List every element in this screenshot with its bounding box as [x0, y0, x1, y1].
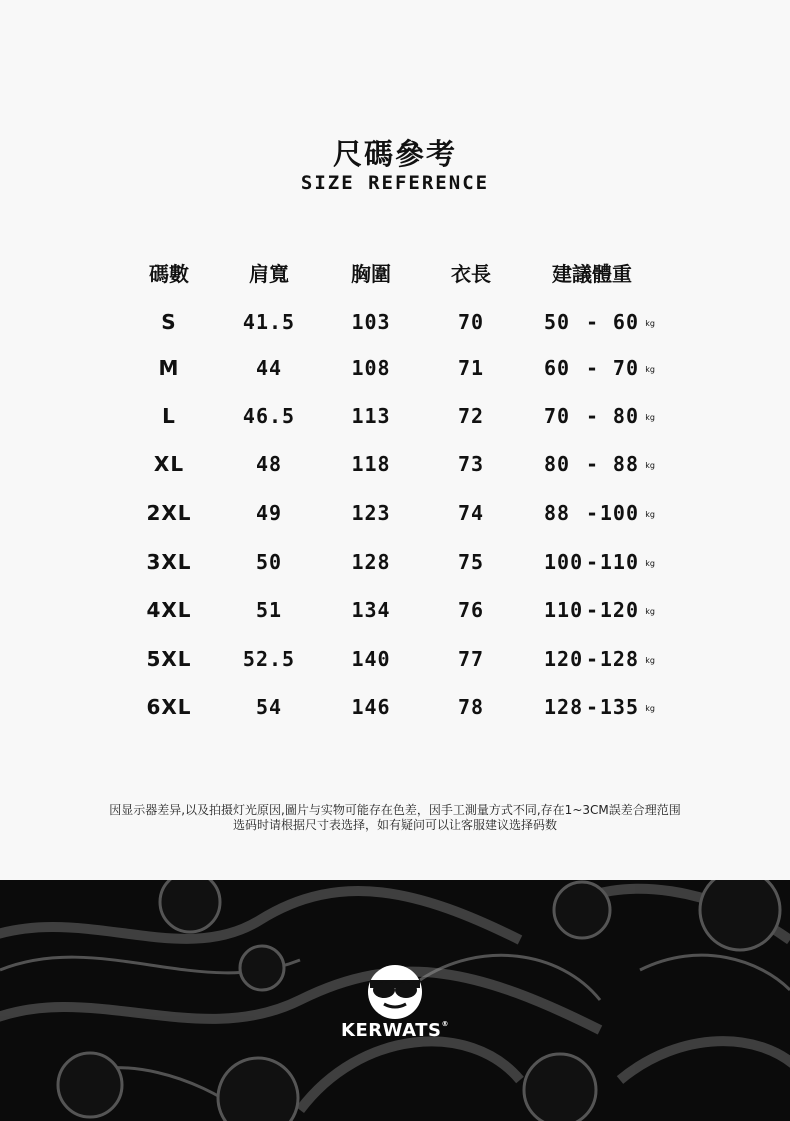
chest-cell: 134	[351, 598, 391, 622]
size-cell: XL	[153, 452, 185, 476]
chest-cell: 118	[351, 452, 391, 476]
weight-dash: -	[586, 452, 600, 476]
weight-min: 88	[544, 501, 571, 525]
table-row	[0, 404, 790, 434]
weight-dash: -	[586, 550, 600, 574]
weight-range-cell	[544, 647, 659, 677]
weight-range-cell	[544, 695, 659, 725]
table-row	[0, 695, 790, 725]
note-line-1: 因显示器差异,以及拍摄灯光原因,圖片与实物可能存在色差，因手工測量方式不同,存在1~3CM誤差合理范围	[109, 803, 681, 817]
shoulder-cell: 48	[255, 452, 283, 476]
weight-min: 60	[544, 356, 571, 380]
weight-range-cell	[544, 404, 659, 434]
size-cell: 4XL	[146, 598, 192, 622]
weight-max: 135	[599, 695, 639, 719]
table-row	[0, 550, 790, 580]
chest-cell: 103	[351, 310, 391, 334]
weight-unit: kg	[645, 704, 655, 713]
length-cell: 76	[457, 598, 485, 622]
weight-min: 100	[544, 550, 584, 574]
size-cell: 3XL	[146, 550, 192, 574]
length-cell: 70	[457, 310, 485, 334]
weight-dash: -	[586, 356, 600, 380]
length-cell: 77	[457, 647, 485, 671]
header-weight: 建議體重	[552, 262, 632, 286]
header-length: 衣長	[451, 262, 491, 286]
shoulder-cell: 46.5	[242, 404, 296, 428]
shoulder-cell: 41.5	[242, 310, 296, 334]
weight-range-cell	[544, 310, 659, 340]
weight-unit: kg	[645, 365, 655, 374]
weight-unit: kg	[645, 413, 655, 422]
weight-unit: kg	[645, 607, 655, 616]
weight-dash: -	[586, 310, 600, 334]
size-cell: M	[158, 356, 180, 380]
weight-max: 70	[612, 356, 639, 380]
brand-banner	[0, 880, 790, 1121]
weight-range-cell	[544, 356, 659, 386]
weight-max: 60	[612, 310, 639, 334]
table-row	[0, 598, 790, 628]
length-cell: 74	[457, 501, 485, 525]
weight-range-cell	[544, 598, 659, 628]
weight-dash: -	[586, 501, 600, 525]
shoulder-cell: 51	[255, 598, 283, 622]
shoulder-cell: 50	[255, 550, 283, 574]
weight-min: 70	[544, 404, 571, 428]
length-cell: 78	[457, 695, 485, 719]
weight-max: 80	[612, 404, 639, 428]
chest-cell: 128	[351, 550, 391, 574]
weight-max: 100	[599, 501, 639, 525]
shoulder-cell: 44	[255, 356, 283, 380]
page-title-en: SIZE REFERENCE	[300, 172, 490, 194]
chest-cell: 140	[351, 647, 391, 671]
chest-cell: 113	[351, 404, 391, 428]
weight-dash: -	[586, 598, 600, 622]
length-cell: 72	[457, 404, 485, 428]
weight-min: 128	[544, 695, 584, 719]
table-row	[0, 647, 790, 677]
brand-name: KERWATS®	[341, 1020, 449, 1041]
length-cell: 75	[457, 550, 485, 574]
header-chest: 胸圍	[351, 262, 391, 286]
weight-dash: -	[586, 647, 600, 671]
table-row	[0, 310, 790, 340]
page-title-cn: 尺碼參考	[332, 137, 457, 171]
chest-cell: 108	[351, 356, 391, 380]
weight-min: 80	[544, 452, 571, 476]
mascot-logo	[360, 960, 430, 1020]
shoulder-cell: 52.5	[242, 647, 296, 671]
weight-range-cell	[544, 550, 659, 580]
header-shoulder: 肩寬	[249, 262, 289, 286]
weight-max: 88	[612, 452, 639, 476]
table-row	[0, 452, 790, 482]
table-row	[0, 356, 790, 386]
size-cell: S	[161, 310, 177, 334]
length-cell: 73	[457, 452, 485, 476]
weight-min: 120	[544, 647, 584, 671]
chest-cell: 123	[351, 501, 391, 525]
weight-unit: kg	[645, 656, 655, 665]
weight-max: 120	[599, 598, 639, 622]
size-cell: L	[162, 404, 176, 428]
weight-dash: -	[586, 404, 600, 428]
disclaimer-note	[0, 803, 790, 833]
header-size: 碼數	[149, 262, 189, 286]
size-cell: 5XL	[146, 647, 192, 671]
weight-unit: kg	[645, 319, 655, 328]
weight-min: 50	[544, 310, 571, 334]
shoulder-cell: 54	[255, 695, 283, 719]
weight-unit: kg	[645, 559, 655, 568]
weight-unit: kg	[645, 461, 655, 470]
shoulder-cell: 49	[255, 501, 283, 525]
weight-max: 110	[599, 550, 639, 574]
note-line-2: 选码时请根据尺寸表选择，如有疑问可以让客服建议选择码数	[232, 818, 557, 832]
length-cell: 71	[457, 356, 485, 380]
weight-range-cell	[544, 501, 659, 531]
weight-range-cell	[544, 452, 659, 482]
size-cell: 6XL	[146, 695, 192, 719]
size-cell: 2XL	[146, 501, 192, 525]
weight-dash: -	[586, 695, 600, 719]
table-row	[0, 501, 790, 531]
weight-unit: kg	[645, 510, 655, 519]
chest-cell: 146	[351, 695, 391, 719]
weight-max: 128	[599, 647, 639, 671]
weight-min: 110	[544, 598, 584, 622]
